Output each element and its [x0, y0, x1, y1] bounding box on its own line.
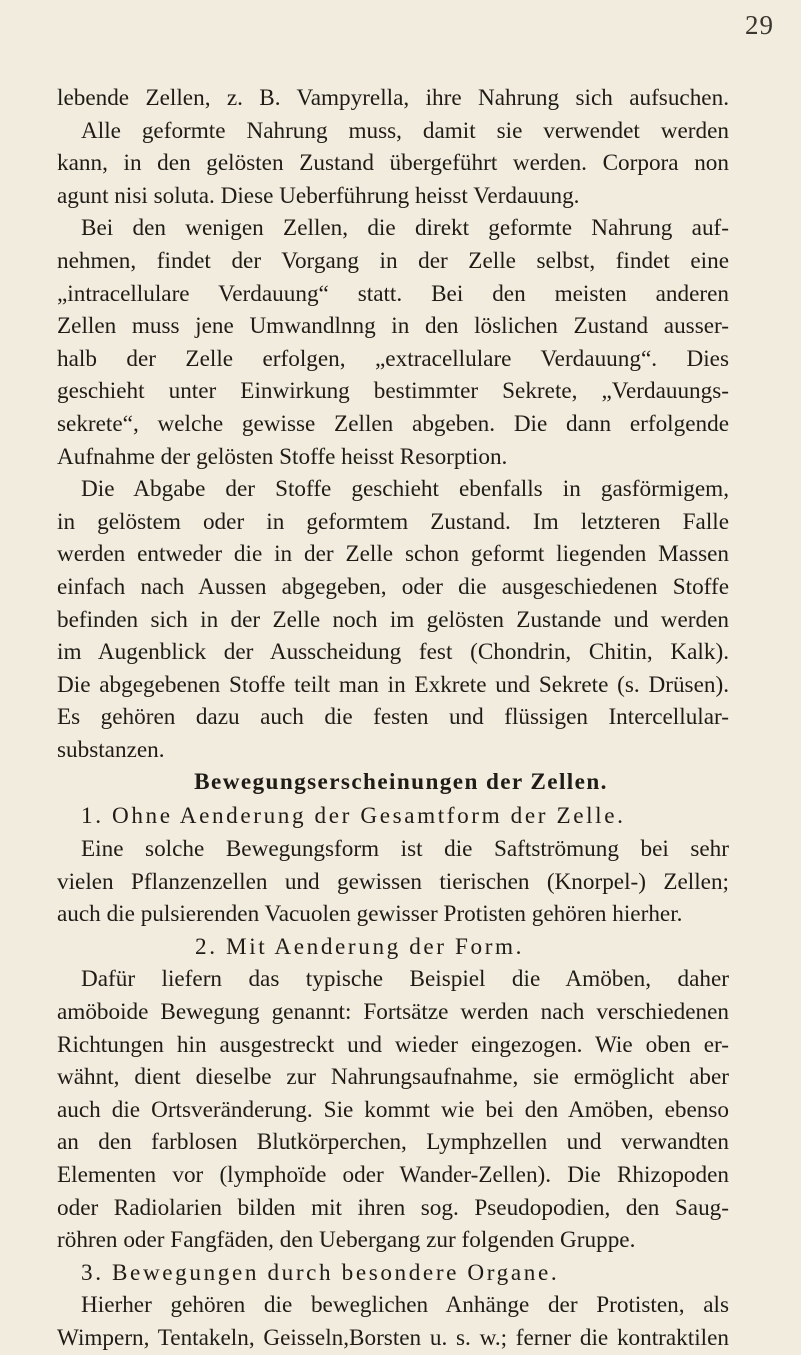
subsection-heading: 2. Mit Aenderung der Form. — [195, 933, 525, 960]
text-line: geschieht unter Einwirkung bestimmter Sekrete, „Verdauungs- — [57, 378, 729, 405]
text-line: vielen Pflanzenzellen und gewissen tierischen (Knorpel-) Zellen; — [57, 868, 729, 895]
text-line: im Augenblick der Ausscheidung fest (Chondrin, Chitin, Kalk). — [57, 639, 729, 666]
text-line: amöboide Bewegung genannt: Fortsätze werden nach verschiedenen — [57, 999, 729, 1026]
text-line: einfach nach Aussen abgegeben, oder die ausgeschiedenen Stoffe — [57, 573, 729, 600]
text-line: Es gehören dazu auch die festen und flüssigen Intercellular- — [57, 704, 729, 731]
text-line: Wimpern, Tentakeln, Geisseln,Borsten u. s. w.; ferner die kontraktilen — [57, 1324, 729, 1351]
text-line: Dafür liefern das typische Beispiel die Amöben, daher — [81, 966, 729, 993]
text-line: Eine solche Bewegungsform ist die Saftströmung bei sehr — [81, 836, 729, 863]
text-line: agunt nisi soluta. Diese Ueberführung heisst Verdauung. — [57, 182, 580, 209]
text-line: röhren oder Fangfäden, den Uebergang zur folgenden Gruppe. — [57, 1227, 636, 1254]
text-line: Die Abgabe der Stoffe geschieht ebenfalls in gasförmigem, — [81, 476, 729, 503]
page-number: 29 — [745, 10, 774, 40]
text-line: lebende Zellen, z. B. Vampyrella, ihre Nahrung sich aufsuchen. — [57, 85, 729, 111]
text-line: sekrete“, welche gewisse Zellen abgeben. Die dann erfolgende — [57, 410, 729, 437]
text-line: Die abgegebenen Stoffe teilt man in Exkrete und Sekrete (s. Drüsen). — [57, 671, 729, 698]
section-heading: Bewegungserscheinungen der Zellen. — [194, 769, 608, 796]
text-line: Aufnahme der gelösten Stoffe heisst Resorption. — [57, 443, 508, 470]
text-line: Bei den wenigen Zellen, die direkt geformte Nahrung auf- — [81, 215, 729, 242]
text-line: oder Radiolarien bilden mit ihren sog. Pseudopodien, den Saug- — [57, 1194, 729, 1221]
text-line: werden entweder die in der Zelle schon geformt liegenden Massen — [57, 541, 729, 568]
text-line: Alle geformte Nahrung muss, damit sie verwendet werden — [81, 117, 729, 144]
subsection-heading: 3. Bewegungen durch besondere Organe. — [81, 1259, 560, 1286]
text-line: auch die pulsierenden Vacuolen gewisser Protisten gehören hierher. — [57, 901, 683, 928]
text-line: in gelöstem oder in geformtem Zustand. Im letzteren Falle — [57, 508, 729, 535]
text-line: halb der Zelle erfolgen, „extracellulare Verdauung“. Dies — [57, 345, 729, 372]
text-line: Richtungen hin ausgestreckt und wieder eingezogen. Wie oben er- — [57, 1031, 729, 1058]
text-line: wähnt, dient dieselbe zur Nahrungsaufnahme, sie ermöglicht aber — [57, 1064, 729, 1091]
text-line: befinden sich in der Zelle noch im gelösten Zustande und werden — [57, 606, 729, 633]
subsection-heading: 1. Ohne Aenderung der Gesamtform der Zelle. — [81, 803, 626, 830]
text-line: „intracellulare Verdauung“ statt. Bei den meisten anderen — [57, 280, 729, 307]
text-line: auch die Ortsveränderung. Sie kommt wie bei den Amöben, ebenso — [57, 1096, 729, 1123]
text-line: nehmen, findet der Vorgang in der Zelle selbst, findet eine — [57, 247, 729, 274]
text-line: Hierher gehören die beweglichen Anhänge der Protisten, als — [81, 1292, 729, 1319]
text-line: substanzen. — [57, 736, 165, 763]
text-line: kann, in den gelösten Zustand übergeführt werden. Corpora non — [57, 150, 729, 177]
text-line: an den farblosen Blutkörperchen, Lymphzellen und verwandten — [57, 1129, 729, 1156]
text-line: Elementen vor (lymphoïde oder Wander-Zellen). Die Rhizopoden — [57, 1162, 729, 1188]
text-line: Zellen muss jene Umwandlnng in den löslichen Zustand ausser- — [57, 313, 729, 340]
page-body — [57, 82, 729, 1355]
